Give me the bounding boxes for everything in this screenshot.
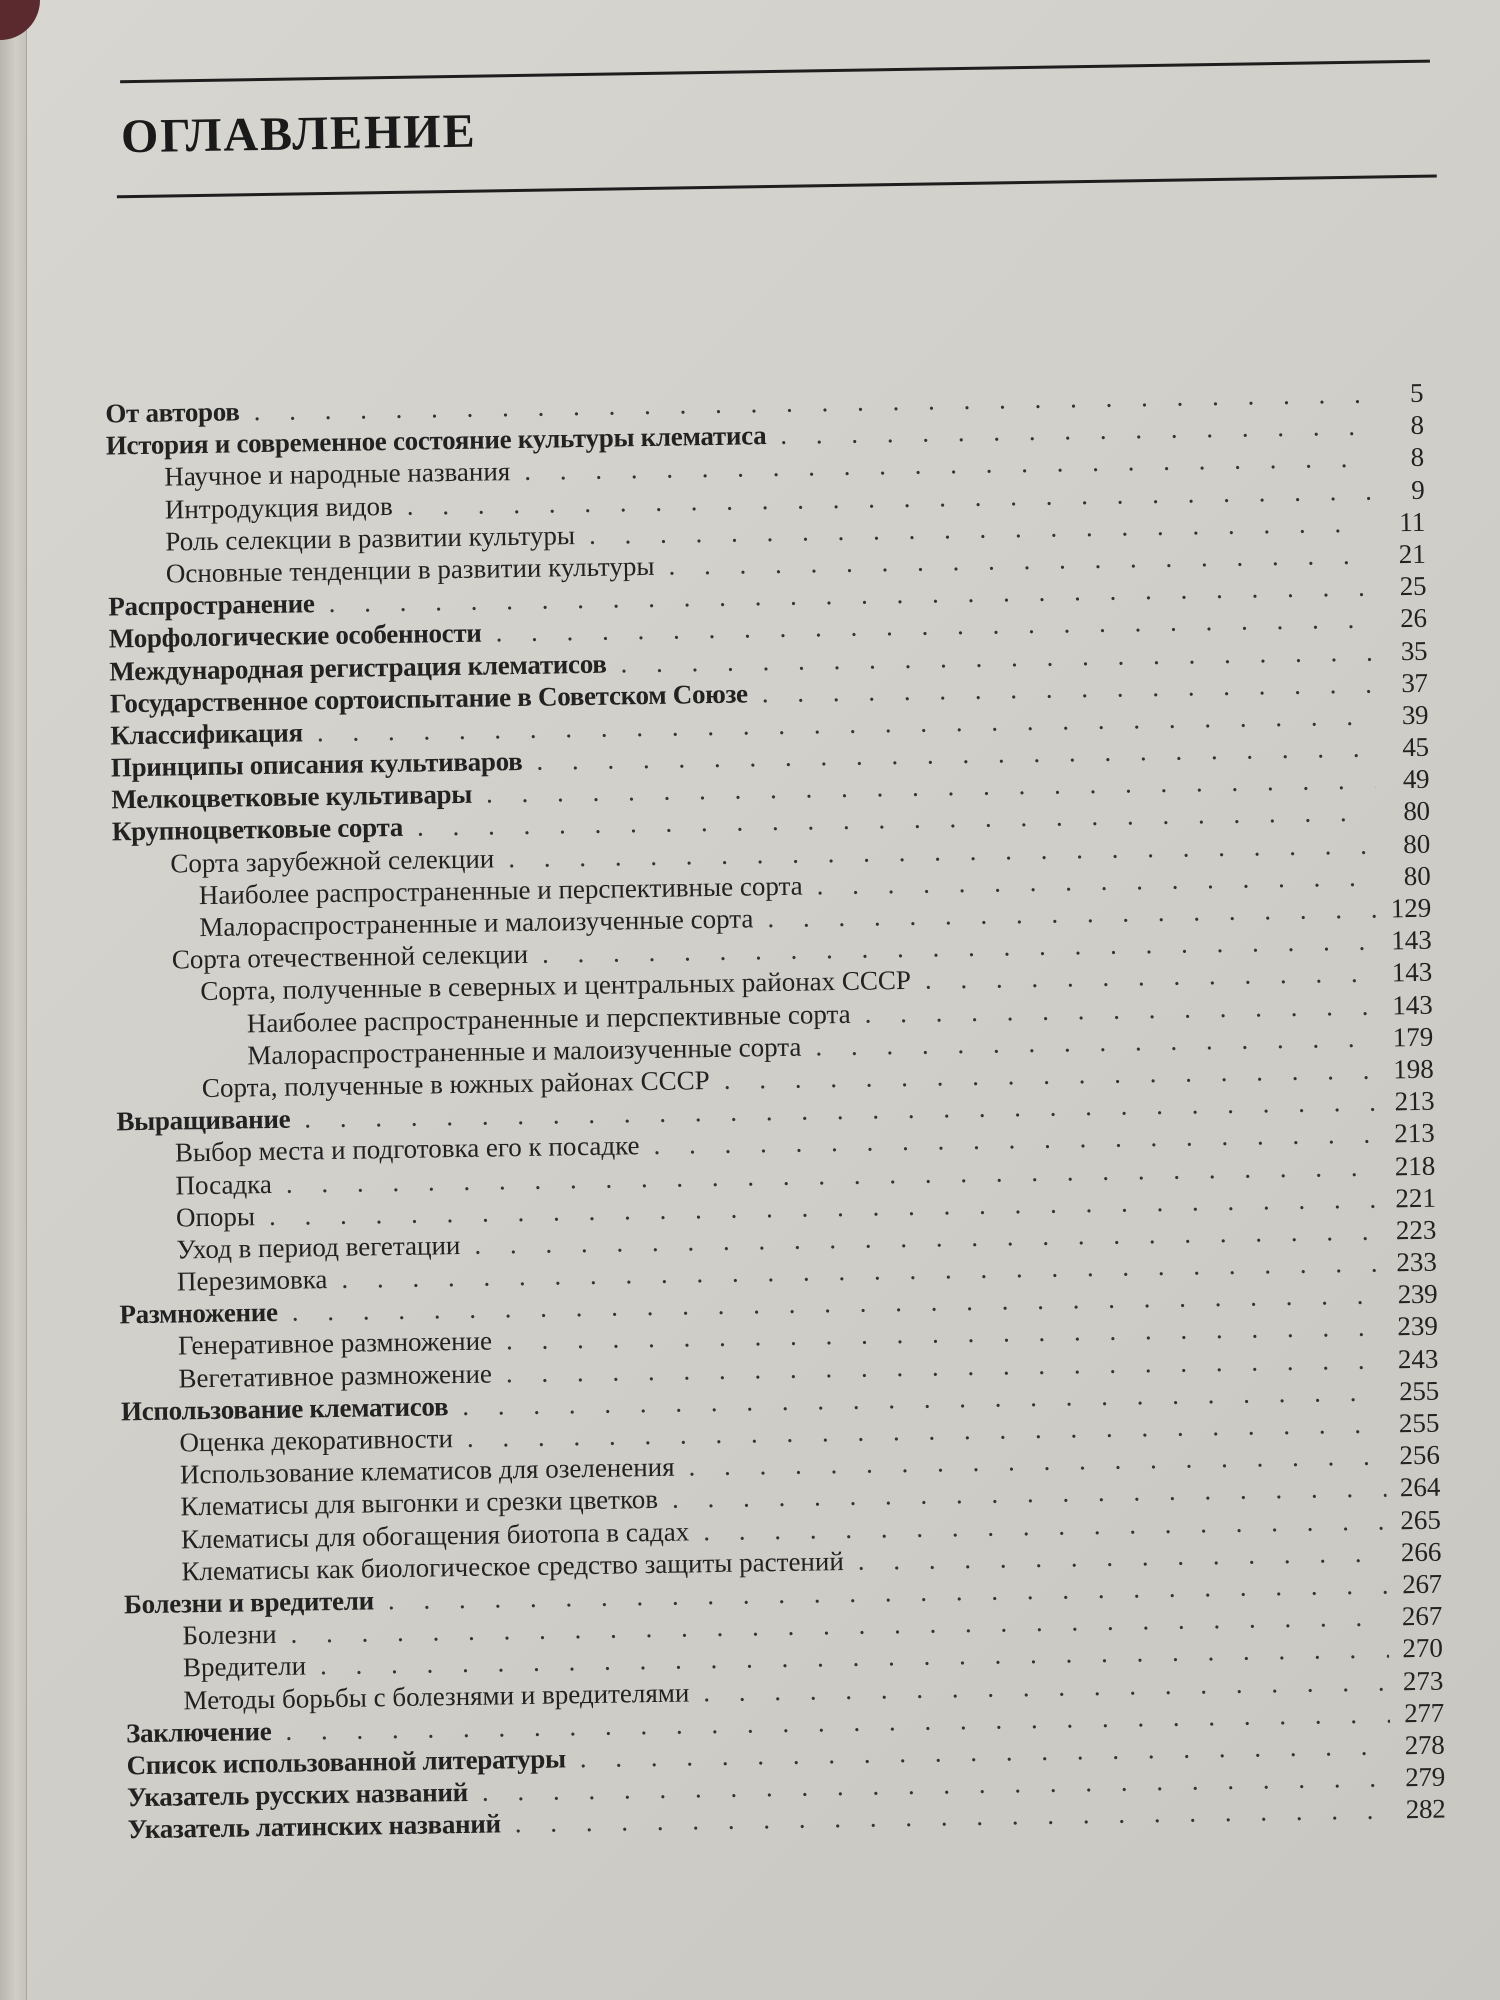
toc-entry-title: Распространение [108,588,315,622]
toc-entry-title: Научное и народные названия [164,456,511,492]
toc-entry-title: Указатель русских названий [126,1777,469,1813]
toc-entry-title: От авторов [105,396,240,429]
toc-entry-page: 80 [1403,796,1430,827]
toc-entry-page: 278 [1404,1729,1445,1761]
toc-entry-page: 264 [1399,1472,1441,1503]
toc-entry-page: 255 [1398,1375,1440,1407]
toc-entry-title: Выбор места и подготовка его к посадке [174,1130,640,1168]
toc-entry-page: 21 [1398,538,1426,570]
toc-entry-title: Основные тенденции в развитии культуры [165,550,655,589]
toc-entry-page: 143 [1392,989,1433,1020]
top-rule [120,60,1430,84]
toc-entry-title: Перезимовка [176,1264,328,1297]
toc-entry-page: 239 [1397,1311,1439,1342]
toc-entry-title: Болезни [182,1619,277,1651]
toc-entry-title: Сорта отечественной селекции [171,939,529,975]
toc-entry-page: 265 [1400,1504,1442,1535]
toc-entry-title: Наиболее распространенные и перспективные сорта [246,998,851,1038]
table-of-contents [105,378,1446,1847]
toc-entry-page: 270 [1402,1632,1444,1664]
toc-entry-page: 5 [1409,377,1424,408]
toc-entry-page: 49 [1402,763,1430,795]
toc-entry-title: Морфологические особенности [108,617,482,654]
toc-entry-title: Роль селекции в развитии культуры [165,519,576,557]
toc-entry-title: Оценка декоративности [179,1423,454,1458]
toc-entry-title: Болезни и вредители [123,1585,375,1620]
toc-entry-title: Генеративное размножение [177,1325,493,1361]
toc-entry-title: История и современное состояние культуры клематиса [105,420,767,461]
toc-entry-page: 213 [1394,1118,1436,1149]
toc-entry-page: 218 [1394,1150,1436,1181]
toc-entry-title: Опоры [175,1200,256,1233]
toc-entry-title: Выращивание [116,1103,291,1137]
book-binding [0,0,27,2000]
toc-entry-page: 8 [1410,409,1424,441]
toc-entry-title: Вегетативное размножение [178,1358,493,1394]
toc-entry-title: Крупноцветковые сорта [111,812,404,847]
toc-entry-title: Список использованной литературы [126,1743,566,1781]
toc-entry-title: Заключение [125,1715,272,1749]
toc-entry-page: 256 [1399,1439,1441,1471]
toc-entry-page: 223 [1395,1214,1437,1246]
toc-entry-title: Государственное сортоиспытание в Советском Союзе [109,678,748,719]
toc-entry-page: 282 [1405,1793,1446,1825]
toc-entry-title: Малораспространенные и малоизученные сорта [199,903,754,943]
toc-entry-title: Методы борьбы с болезнями и вредителями [183,1676,690,1715]
toc-entry-page: 143 [1391,924,1432,956]
toc-entry-title: Размножение [119,1297,278,1330]
toc-entry-page: 255 [1398,1407,1440,1439]
toc-entry-page: 80 [1402,828,1431,859]
toc-entry-page: 267 [1402,1568,1443,1600]
toc-entry-page: 266 [1400,1536,1442,1568]
toc-entry-page: 9 [1410,474,1425,505]
toc-entry-title: Указатель латинских названий [127,1808,502,1845]
toc-entry-page: 213 [1394,1085,1435,1117]
toc-entry-page: 277 [1404,1697,1445,1728]
toc-entry-title: Сорта, полученные в южных районах СССР [201,1065,710,1103]
toc-entry-title: Интродукция видов [164,490,393,525]
page-title: ОГЛАВЛЕНИЕ [120,104,478,164]
toc-entry-title: Клематисы для обогащения биотопа в садах [180,1516,690,1554]
toc-content [100,59,1468,1846]
toc-entry-page: 37 [1401,667,1428,698]
toc-entry-title: Мелкоцветковые культивары [111,779,473,815]
toc-entry-page: 129 [1390,892,1432,924]
toc-entry-title: Вредители [182,1650,307,1683]
toc-entry-title: Сорта зарубежной селекции [170,843,495,879]
toc-entry-page: 80 [1403,860,1431,891]
toc-entry-page: 25 [1399,570,1427,602]
toc-entry-page: 239 [1397,1278,1438,1310]
toc-entry-page: 143 [1391,957,1433,988]
toc-entry-title: Посадка [175,1168,273,1200]
toc-entry-page: 179 [1392,1021,1434,1053]
toc-entry-page: 273 [1402,1665,1444,1696]
bottom-rule [117,175,1437,199]
toc-entry-page: 243 [1397,1343,1439,1374]
toc-entry-page: 11 [1398,506,1426,537]
toc-entry-title: Наиболее распространенные и перспективные сорта [198,870,803,910]
toc-entry-title: Клематисы как биологическое средство защиты растений [181,1545,844,1587]
toc-entry-page: 8 [1410,442,1425,473]
toc-entry-page: 233 [1396,1246,1438,1278]
toc-entry-page: 39 [1401,699,1429,731]
toc-entry-page: 267 [1401,1600,1443,1632]
toc-entry-title: Принципы описания культиваров [110,746,523,783]
toc-entry-title: Использование клематисов для озеленения [179,1451,675,1490]
toc-entry-page: 45 [1402,731,1429,763]
toc-entry-title: Классификация [110,717,304,751]
toc-entry-page: 279 [1405,1761,1446,1793]
toc-entry-title: Уход в период вегетации [176,1229,461,1265]
cover-corner [0,0,40,40]
toc-entry-title: Сорта, полученные в северных и центральных районах СССР [200,965,912,1007]
toc-entry-page: 35 [1400,635,1428,666]
toc-entry-page: 26 [1400,603,1427,634]
toc-entry-title: Малораспространенные и малоизученные сорта [247,1031,802,1071]
toc-entry-page: 198 [1393,1053,1435,1085]
toc-entry-page: 221 [1395,1182,1437,1214]
toc-entry-title: Использование клематисов [120,1391,449,1427]
toc-entry-title: Международная регистрация клематисов [109,648,607,686]
toc-entry-title: Клематисы для выгонки и срезки цветков [180,1484,659,1522]
